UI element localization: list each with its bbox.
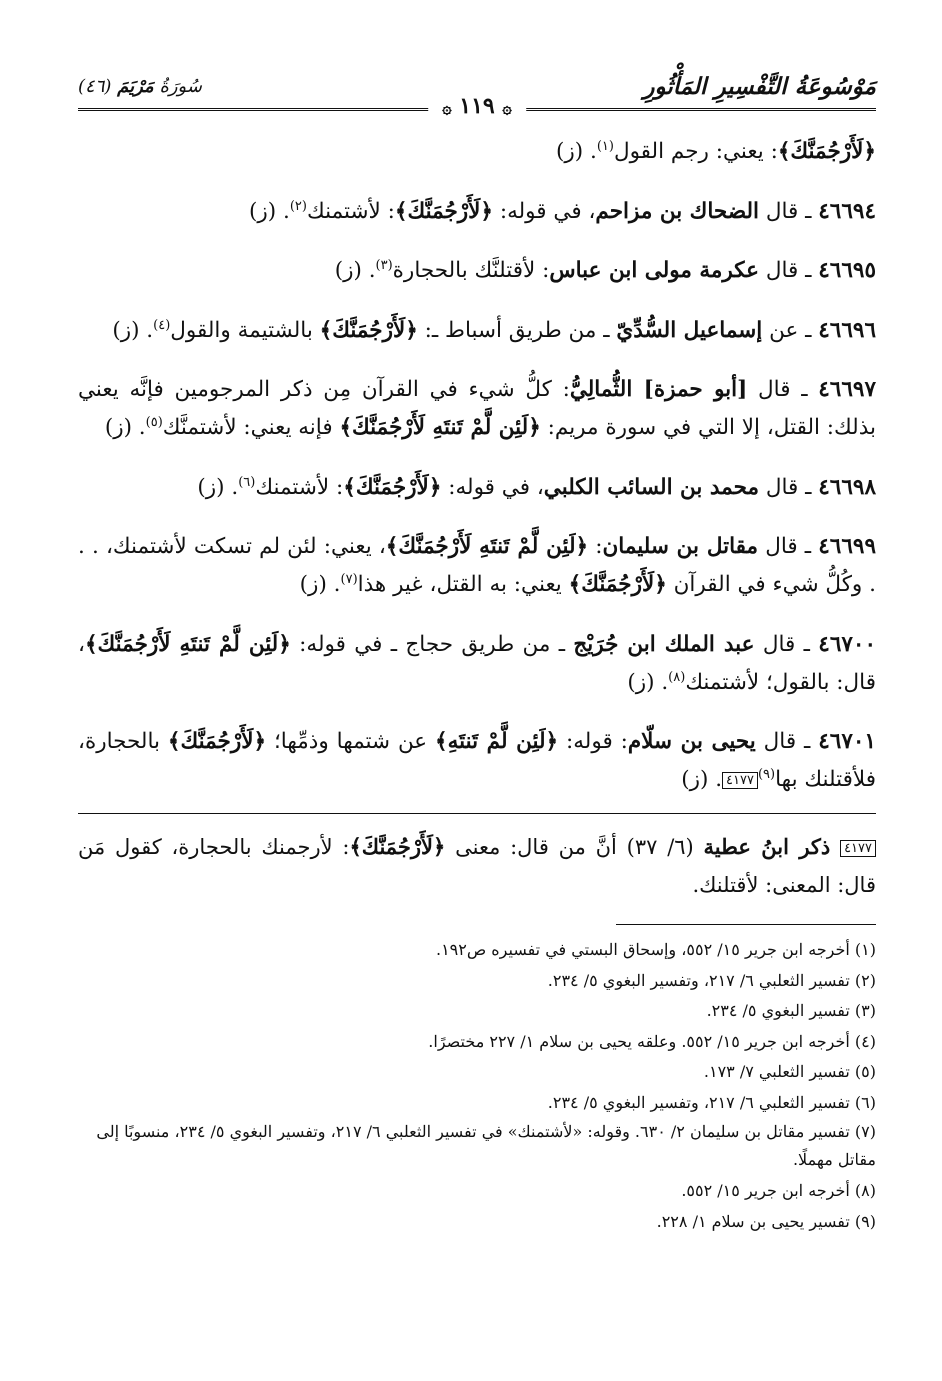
footnote-9: (٩) تفسير يحيى بن سلام ١/ ٢٢٨. <box>656 1211 876 1231</box>
entry-text: : كلُّ شيء في القرآن مِن ذكر المرجومين فإنَّه يعني بذلك: القتل، إلا التي في سورة مريم: <box>78 377 876 440</box>
page-number <box>428 93 526 119</box>
entry-text: ـ قال <box>758 258 819 283</box>
book-title: مَوْسُوعَةُ التَّفْسِيرِ المَأْثُورِ <box>643 72 876 100</box>
entry-46694 <box>78 193 876 231</box>
source-mark: . (ز) <box>249 198 290 224</box>
quran-quote: ﴿لَأَرْجُمَنَّكَ﴾ <box>394 198 494 224</box>
entry-text: عن شتمها وذمِّها؛ <box>266 729 436 754</box>
entry-text: ، في قوله: <box>441 474 544 500</box>
header-rule <box>78 93 876 119</box>
commentary-ref-box: ٤١٧٧ <box>840 840 876 857</box>
footnote-ref[interactable]: (٢) <box>289 198 307 214</box>
entry-text: : لأشتمنك <box>255 474 344 500</box>
quran-quote: ﴿لَأَرْجُمَنَّكَ﴾ <box>777 139 876 164</box>
entry-number: ٤٦٦٩٦ <box>818 317 876 343</box>
source-mark: . (ز) <box>104 415 146 440</box>
entry-text: ـ من طريق أسباط ـ: <box>417 317 617 343</box>
entry-text: بالشتيمة والقول <box>170 317 320 343</box>
commentary-text <box>830 835 840 859</box>
entry-46698 <box>78 469 876 507</box>
footnote-7: (٧) تفسير مقاتل بن سليمان ٢/ ٦٣٠. وقوله: «لأشتمنك» في تفسير الثعلبي ٦/ ٢١٧، وتفسير البغوي ٥/ ٢٣٤، منسوبًا إلى مقاتل مهملًا. <box>96 1122 876 1169</box>
source-mark: . (ز) <box>681 767 723 792</box>
commentator-name: ذكر ابنُ عطية <box>703 834 831 859</box>
footnote-8: (٨) أخرجه ابن جرير ١٥/ ٥٥٢. <box>681 1181 876 1200</box>
quran-quote: ﴿لَأَرْجُمَنَّكَ﴾ <box>568 572 667 597</box>
entry-text: : <box>588 534 603 559</box>
entry-46701 <box>78 723 876 799</box>
quran-quote: ﴿لَئِن لَّمْ تَنتَهِ لَأَرْجُمَنَّكَ﴾ <box>385 534 589 559</box>
footnote-ref[interactable]: (٣) <box>375 257 393 273</box>
section-divider <box>78 813 876 814</box>
page-number-value: ١١٩ <box>459 93 495 119</box>
quran-quote: ﴿لَئِن لَّمْ تَنتَهِ لَأَرْجُمَنَّكَ﴾ <box>84 631 291 657</box>
narrator-name: [أبو حمزة] الثُّمالِيُّ <box>569 377 748 402</box>
footnotes <box>78 935 876 1237</box>
footnote-4: (٤) أخرجه ابن جرير ١٥/ ٥٥٢. وعلقه يحيى بن سلام ١/ ٢٢٧ مختصرًا. <box>428 1031 876 1051</box>
entry-continuation <box>78 133 876 171</box>
entry-text: : يعني: رجم القول <box>613 139 778 164</box>
entry-text: ـ قال <box>758 198 819 224</box>
footnote-divider <box>616 924 876 925</box>
quran-quote: ﴿لَئِن لَّمْ تَنتَهِ﴾ <box>435 729 559 754</box>
source-mark: . (ز) <box>299 572 341 597</box>
quran-quote: ﴿لَأَرْجُمَنَّكَ﴾ <box>343 474 442 500</box>
quran-quote: ﴿لَأَرْجُمَنَّكَ﴾ <box>349 834 446 859</box>
entry-text: ـ قال <box>754 631 819 657</box>
entry-text: ـ قال <box>747 377 819 402</box>
entry-text: ـ قال <box>755 729 819 754</box>
quran-quote: ﴿لَأَرْجُمَنَّكَ﴾ <box>319 317 418 343</box>
surah-label: سُورَةُ <box>159 75 202 97</box>
entry-number: ٤٦٦٩٨ <box>818 474 876 500</box>
source-mark: . (ز) <box>197 474 239 500</box>
entry-text: : قوله: <box>558 729 628 754</box>
footnote-ref[interactable]: (٤) <box>153 317 171 333</box>
entry-46697 <box>78 371 876 447</box>
commentary-text: : لأرجمنك بالحجارة، كقول مَن قال: المعنى: لأقتلنك. <box>78 835 876 897</box>
entry-text: ـ قال <box>758 534 819 559</box>
source-mark: . (ز) <box>627 669 669 695</box>
quran-quote: ﴿لَئِن لَّمْ تَنتَهِ لَأَرْجُمَنَّكَ﴾ <box>339 415 541 440</box>
footnote-ref[interactable]: (٨) <box>668 669 686 685</box>
footnote-ref[interactable]: (١) <box>596 138 614 154</box>
footnote-ref[interactable]: (٦) <box>238 474 256 490</box>
commentary-note <box>78 828 876 904</box>
narrator-name: إسماعيل السُّدِّيّ <box>616 317 763 343</box>
surah-title <box>78 76 202 97</box>
source-mark: . (ز) <box>334 258 376 283</box>
entry-46700 <box>78 626 876 702</box>
footnote-2: (٢) تفسير الثعلبي ٦/ ٢١٧، وتفسير البغوي ٥/ ٢٣٤. <box>547 970 876 990</box>
footnote-1: (١) أخرجه ابن جرير ١٥/ ٥٥٢، وإسحاق البستي في تفسيره ص١٩٢. <box>435 940 876 959</box>
footnote-ref[interactable]: (٩) <box>757 766 776 782</box>
narrator-name: مقاتل بن سليمان <box>602 534 759 559</box>
source-mark: . (ز) <box>112 317 154 343</box>
narrator-name: عبد الملك ابن جُرَيْج <box>573 631 755 657</box>
entry-text: ـ قال <box>758 474 819 500</box>
entry-text: فإنه يعني: لأشتمنَّك <box>162 415 340 440</box>
entry-text: : لأقتلنَّك بالحجارة <box>392 258 550 283</box>
entry-number: ٤٦٦٩٩ <box>818 534 876 559</box>
entry-text: ، قال: بالقول؛ لأشتمنك <box>78 631 876 695</box>
body-text <box>78 133 876 799</box>
footnote-3: (٣) تفسير البغوي ٥/ ٢٣٤. <box>706 1001 876 1020</box>
commentary-text: (٦/ ٣٧) أنَّ من قال: معنى <box>445 835 704 859</box>
narrator-name: محمد بن السائب الكلبي <box>543 474 759 500</box>
commentary-ref-box[interactable]: ٤١٧٧ <box>722 772 758 789</box>
entry-text: بالحجارة، فلأقتلنك بها <box>78 729 876 792</box>
entry-46695 <box>78 252 876 290</box>
ornament-right-icon: ۞ <box>502 98 512 117</box>
entry-text: : لأشتمنك <box>306 198 395 224</box>
entry-number: ٤٦٧٠٠ <box>818 631 877 657</box>
entry-text: ـ من طريق حجاج ـ في قوله: <box>290 631 574 657</box>
footnote-6: (٦) تفسير الثعلبي ٦/ ٢١٧، وتفسير البغوي ٥/ ٢٣٤. <box>547 1092 876 1112</box>
surah-number: (٤٦) <box>78 75 112 97</box>
footnote-ref[interactable]: (٧) <box>340 571 358 587</box>
quran-quote: ﴿لَأَرْجُمَنَّكَ﴾ <box>167 729 267 754</box>
footnote-ref[interactable]: (٥) <box>145 414 163 430</box>
entry-text: يعني: به القتل، غير هذا <box>357 572 569 597</box>
narrator-name: عكرمة مولى ابن عباس <box>549 258 759 283</box>
entry-number: ٤٦٦٩٤ <box>818 198 876 224</box>
footnote-5: (٥) تفسير الثعلبي ٧/ ١٧٣. <box>703 1062 876 1081</box>
entry-46696 <box>78 312 876 350</box>
source-mark: . (ز) <box>555 139 597 164</box>
entry-number: ٤٦٧٠١ <box>818 729 876 754</box>
narrator-name: يحيى بن سلّام <box>627 729 756 754</box>
entry-text: ـ عن <box>762 317 819 343</box>
surah-name: مَرْيَمَ <box>117 75 154 97</box>
narrator-name: الضحاك بن مزاحم <box>595 198 759 224</box>
entry-46699 <box>78 528 876 604</box>
entry-number: ٤٦٦٩٧ <box>818 377 876 402</box>
entry-text: ، في قوله: <box>493 198 596 224</box>
ornament-left-icon: ۞ <box>442 98 452 117</box>
entry-text: ، يعني: لئن لم تسكت لأشتمنك، . . . وكُلُّ شيء في القرآن <box>78 534 876 597</box>
entry-number: ٤٦٦٩٥ <box>818 258 876 283</box>
